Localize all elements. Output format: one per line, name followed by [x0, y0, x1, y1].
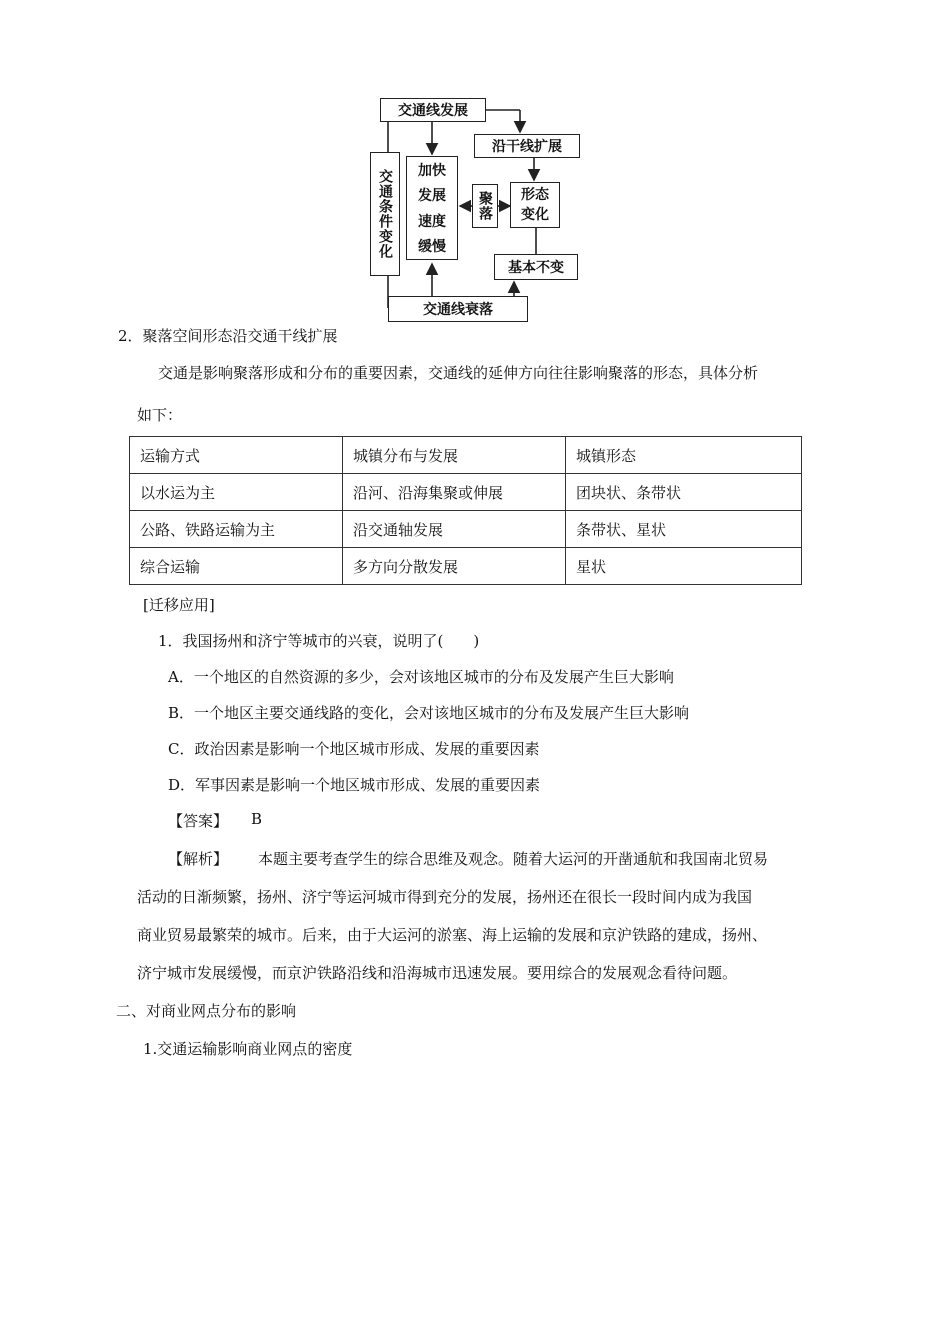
analysis-label: 【解析】 [168, 850, 229, 868]
practice-label: [迁移应用] [143, 596, 215, 614]
table-cell: 多方向分散发展 [343, 548, 566, 585]
table-cell: 综合运输 [130, 548, 343, 585]
diagram-shape-line1: 形态 [521, 187, 549, 203]
diagram-shape-line2: 变化 [521, 207, 549, 223]
table-header-cell: 城镇形态 [566, 437, 802, 474]
table-cell: 星状 [566, 548, 802, 585]
diagram-node-settlement: 聚落 [472, 184, 498, 228]
analysis-line: 济宁城市发展缓慢，而京沪铁路沿线和沿海城市迅速发展。要用综合的发展观念看待问题。 [137, 964, 738, 982]
diagram-speed-slow: 缓慢 [418, 239, 446, 256]
table-cell: 沿交通轴发展 [343, 511, 566, 548]
table-cell: 沿河、沿海集聚或伸展 [343, 474, 566, 511]
option-d: D．军事因素是影响一个地区城市形成、发展的重要因素 [168, 776, 541, 794]
option-b: B．一个地区主要交通线路的变化，会对该地区城市的分布及发展产生巨大影响 [168, 704, 690, 722]
diagram-speed-rate: 速度 [418, 213, 446, 230]
diagram-speed-fast: 加快 [418, 162, 446, 179]
table-header-cell: 城镇分布与发展 [343, 437, 566, 474]
diagram-node-shape-change [510, 182, 560, 228]
table-row [130, 548, 802, 585]
subheading: 1.交通运输影响商业网点的密度 [143, 1040, 353, 1058]
option-a: A．一个地区的自然资源的多少，会对该地区城市的分布及发展产生巨大影响 [168, 668, 674, 686]
table-cell: 以水运为主 [130, 474, 343, 511]
table-header-cell: 运输方式 [130, 437, 343, 474]
diagram-node-expand: 沿干线扩展 [474, 134, 580, 158]
table-row [130, 511, 802, 548]
table-cell: 条带状、星状 [566, 511, 802, 548]
diagram-node-traffic-decline: 交通线衰落 [388, 296, 528, 322]
transport-table [129, 436, 802, 585]
intro-paragraph-line1: 交通是影响聚落形成和分布的重要因素，交通线的延伸方向往往影响聚落的形态，具体分析 [158, 364, 759, 382]
table-cell: 公路、铁路运输为主 [130, 511, 343, 548]
flow-diagram [360, 96, 590, 324]
diagram-speed-develop: 发展 [418, 188, 446, 205]
intro-paragraph-line2: 如下： [137, 406, 183, 424]
analysis-line: 本题主要考查学生的综合思维及观念。随着大运河的开凿通航和我国南北贸易 [258, 850, 769, 868]
table-cell: 团块状、条带状 [566, 474, 802, 511]
analysis-line: 商业贸易最繁荣的城市。后来，由于大运河的淤塞、海上运输的发展和京沪铁路的建成，扬州、 [137, 926, 768, 944]
option-c: C．政治因素是影响一个地区城市形成、发展的重要因素 [168, 740, 540, 758]
section-heading-2: 2．聚落空间形态沿交通干线扩展 [118, 327, 338, 345]
diagram-node-traffic-develop: 交通线发展 [380, 98, 486, 122]
table-header-row [130, 437, 802, 474]
analysis-line: 活动的日渐频繁，扬州、济宁等运河城市得到充分的发展，扬州还在很长一段时间内成为我国 [137, 888, 753, 906]
diagram-node-unchanged: 基本不变 [494, 254, 578, 280]
answer-label: 【答案】 [168, 812, 229, 830]
answer-value: B [251, 810, 263, 828]
section-heading: 二、对商业网点分布的影响 [116, 1002, 297, 1020]
question-text: 1．我国扬州和济宁等城市的兴衰，说明了( ) [158, 632, 480, 650]
diagram-node-speed [406, 156, 458, 260]
diagram-node-traffic-change: 交通条件变化 [370, 152, 400, 276]
table-row [130, 474, 802, 511]
